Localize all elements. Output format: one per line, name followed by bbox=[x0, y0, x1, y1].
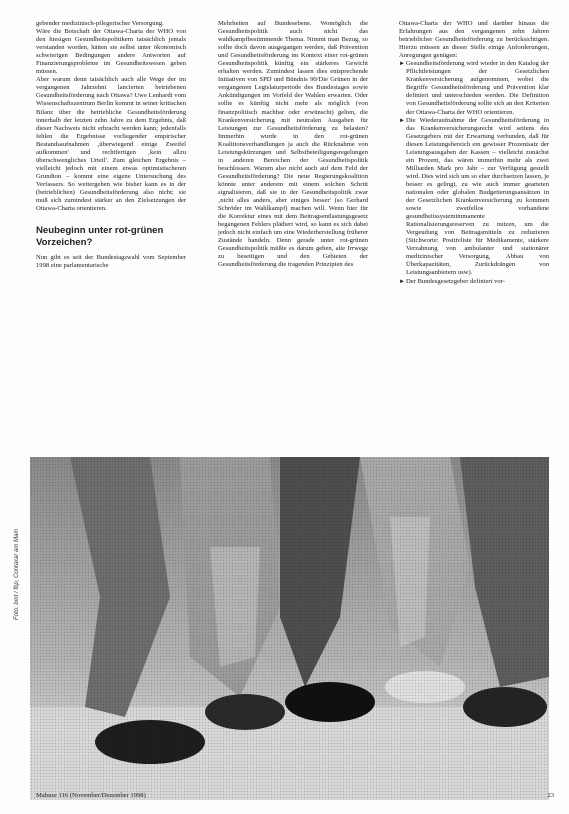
bullet-item bbox=[399, 278, 549, 286]
bullet-text: Die Wiederaufnahme der Gesundheitsförderung in das Krankenversicherungsrecht wird seitens des Gesetzgebers mit der Erwartung verbunden, daß für diesen Leistungsbereich ein gewisser Prozentsatz der Leistungsausgaben der Kassen – vielleicht zunächst ein Prozent, das wären immerhin mehr als zwei Milliarden Mark pro Jahr – zur Verfügung gestellt wird. Dies wird sich um so eher durchsetzen lassen, je besser es gelingt, zu wie auch immer gearteten nationalen oder globalen Budgetierungsansätzen in der Gesetzlichen Krankenversicherung zu kommen sowie zweifellos vorhandene gesundheitssystemimmanente Rationalisierungsreserven zu nutzen, um die Vergeudung von Beitragsmitteln zu reduzieren (Stichworte: Positivliste für Medikamente, stärkere Verzahnung von ambulanter und stationärer medizinischer Versorgung, Abbau von Überkapazitäten, Zurückdrängen von Leistungsanbietern usw). bbox=[406, 116, 549, 277]
bullet-icon: ► bbox=[399, 117, 405, 124]
bullet-item bbox=[399, 60, 549, 116]
bullet-item bbox=[399, 117, 549, 278]
bullet-text: Der Bundesgesetzgeber definiert vor- bbox=[406, 277, 505, 285]
photo-credit: Foto: bmt / fbp, Contaxar am Main bbox=[14, 528, 20, 620]
text-column-2 bbox=[218, 20, 368, 453]
paragraph: Wäre die Botschaft der Ottawa-Charta der WHO von den hiesigen Gesundheitspolitikern tatsächlich jemals verstanden worden, hätten sie selbst unter ökonomisch schwierigen Bedingungen andere Antworten auf Finanzierungsprobleme im Gesundheitswesen geben müssen. bbox=[36, 28, 186, 76]
bullet-text: Gesundheitsförderung wird wieder in den Katalog der Pflichtleistungen der Gesetzlichen Krankenversicherung aufgenommen, wobei die Begriffe Gesundheitsförderung und Prävention klar definiert und unterschieden werden. Die Definition von Gesundheitsförderung sollte sich an den Kriterien der Ottawa-Charta der WHO orientieren. bbox=[406, 60, 549, 116]
page-number: 23 bbox=[547, 792, 554, 799]
text-column-3 bbox=[399, 20, 549, 453]
paragraph: Aber warum denn tatsächlich auch alle Wege der im vergangenen Jahrzehnt lancierten betriebenen Gesundheitsförderung nach Ottawa? Uwe Lenhardt vom Wissenschaftszentrum Berlin kommt in seiner kritischen Bilanz über die betriebliche Gesundheitsförderung innerhalb der letzten zehn Jahre zu dem Ergebnis, daß dieser Nachweis nicht erbracht werden kann; jedenfalls fehlen die Ergebnisse vorliegender empirischer Bestandsaufnahmen ‚überwiegend einige Zweifel aufkommen' und rechtfertigen ‚kein allzu überschwengliches Urteil'. Zum gleichen Ergebnis – vielleicht jedoch mit einem etwas optimistischeren Grundton – kommt eine eigene Untersuchung des Verfassers. So weitergehen wie bisher kann es in der (betrieblichen) Gesundheitsförderung also nicht; sie muß sich zumindest stärker an den Zielsetzungen der Ottawa-Charta orientieren. bbox=[36, 76, 186, 213]
bullet-icon: ► bbox=[399, 61, 405, 68]
text-column-1 bbox=[36, 20, 186, 460]
paragraph: Mehrheiten auf Bundesebene. Womöglich die Gesundheitspolitik auch nicht das wahlkampfbestimmende Thema. Nimmt man Bezug, so sollte doch davon ausgegangen werden, daß Prävention und Gesundheitsförderung im Kontext einer rot-grünen Gesundheitspolitik künftig ein stärkeres Gewicht erhalten werden. Zumindest lassen dies entsprechende Initiativen von SPD und Bündnis 90/Die Grünen in der vergangenen Legislaturperiode des Bundestages sowie Ankündigungen im Vorfeld der Wahlen erwarten. Oder sollte es künftig nicht mehr als möglich (von finanzpolitisch machbar oder erwünscht) gelten, die Krankenversicherung mit neutralen Ausgaben für Leistungen zur Gesundheitsförderung zu belasten? Immerhin wurde in den rot-grünen Koalitionsverhandlungen ja auch die Rücknahme von Leistungskürzungen und Selbstbeteiligungsregelungen in anderen Bereichen der Gesundheitspolitik beschlossen. Warum also nicht auch auf dem Feld der Gesundheitsförderung? Die neue Regierungskoalition könnte unter anderem mit einem solchen Schritt signalisieren, daß sie in der Gesundheitspolitik zwar ‚nicht alles anders, aber einiges besser' (so Gerhard Schröder im Wahlkampf) machen will. Wenn hier für die Korrektur eines mit dem Beitragsentlastungsgesetz begangenen Fehlers plädiert wird, so kann es sich dabei jedoch nicht einfach um eine Wiederherstellung früherer Zustände handeln. Denn gerade unter rot-grünen Gesundheitspolitik müßte es darum gehen, alte Irrwege zu beseitigen und den Gebieten der Gesundheitsförderung die tragenden Prinzipien des bbox=[218, 20, 368, 269]
paragraph: Nun gibt es seit der Bundestagswahl vom September 1998 eine parlamentarische bbox=[36, 254, 186, 270]
footer-publication: Mabuse 116 (November/Dezember 1998) bbox=[36, 792, 146, 799]
section-heading: Neubeginn unter rot-grünen Vorzeichen? bbox=[36, 225, 164, 248]
bullet-icon: ► bbox=[399, 278, 405, 285]
paragraph: gebender medizinisch-pflegerischer Versorgung. bbox=[36, 20, 164, 27]
feet-photo bbox=[30, 457, 549, 800]
paragraph: Ottawa-Charta der WHO und darüber hinaus die Erfahrungen aus den vergangenen zehn Jahren betrieblicher Gesundheitsförderung zu berücksichtigen. Hierzu müssen an dieser Stelle einige Anforderungen, Anregungen genügen: bbox=[399, 20, 549, 60]
photo-illustration bbox=[30, 457, 549, 800]
